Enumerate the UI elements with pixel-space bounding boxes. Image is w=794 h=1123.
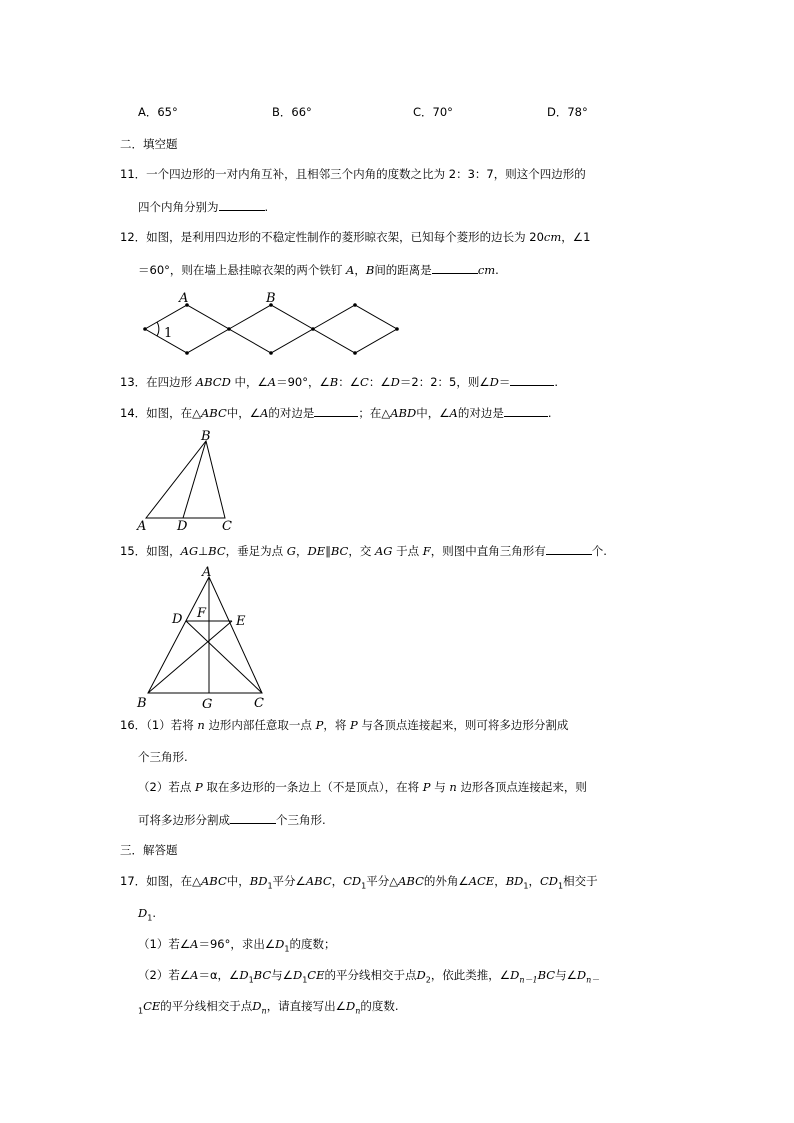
fig14-label-c: C [222, 519, 232, 534]
fig12-label-angle-1: 1 [164, 326, 173, 341]
question-13: 13．在四边形 ABCD 中，∠A＝90°，∠B：∠C：∠D＝2：2：5，则∠D＝ . [120, 375, 559, 389]
fig15-label-c: C [254, 696, 264, 711]
question-15: 15．如图，AG⊥BC，垂足为点 G，DE∥BC，交 AG 于点 F，则图中直角三角形有 个. [120, 544, 607, 558]
section-fill-blank-title: 二．填空题 [120, 137, 178, 151]
question-16-part2-line2: 可将多边形分割成 个三角形. [138, 813, 326, 827]
fig15-label-f: F [197, 606, 207, 621]
question-17-part2-line1: （2）若∠A＝α，$\angle D_1BC$与$\angle D_1CE$的平分线相交于点$D_2$，依此类推，$\angle D_{n-1}BC$与$\angle D_{n-}$ [138, 968, 600, 985]
fig14-label-b: B [201, 429, 211, 444]
question-12-line1: 12．如图，是利用四边形的不稳定性制作的菱形晾衣架，已知每个菱形的边长为 20cm，∠1 [120, 230, 591, 244]
segment-be [148, 621, 232, 693]
question-11-line2: 四个内角分别为 . [138, 200, 269, 214]
fig12-label-b: B [266, 291, 276, 306]
fig14-label-d: D [177, 519, 188, 534]
fig14-label-a: A [137, 519, 147, 534]
question-17-line1: 17．如图，在△ABC中，$BD_1$平分∠ABC，$CD_1$平分△ABC的外角∠ACE，$BD_1$，$CD_1$相交于 [120, 874, 598, 891]
question-17-part2-line2: $_1$CE的平分线相交于点$D_n$，请直接写出$\angle D_n$的度数. [138, 999, 399, 1016]
option-b: B．66° [272, 105, 312, 119]
fig15-label-g: G [202, 697, 213, 712]
fig15-label-d: D [172, 612, 183, 627]
segment-cd [186, 621, 262, 693]
question-16-part1-line2: 个三角形. [138, 750, 188, 764]
question-17-line2: $D_1$. [138, 906, 156, 923]
fig15-label-b: B [137, 696, 147, 711]
question-11-line1: 11．一个四边形的一对内角互补，且相邻三个内角的度数之比为 2：3：7，则这个四边形的 [120, 167, 586, 181]
question-16-part1-line1: 16．（1）若将 n 边形内部任意取一点 P，将 P 与各顶点连接起来，则可将多边形分割成 [120, 718, 569, 732]
question-17-part1: （1）若∠A＝96°，求出$\angle D_1$的度数； [138, 937, 336, 954]
fig12-label-a: A [179, 291, 189, 306]
question-14: 14．如图，在△ABC中，∠A的对边是 ；在△ABD中，∠A的对边是 . [120, 406, 552, 420]
answer-blank [230, 811, 276, 824]
question-12-line2: ＝60°，则在墙上悬挂晾衣架的两个铁钉 A，B间的距离是 cm. [138, 263, 499, 277]
section-answer-title: 三．解答题 [120, 843, 178, 857]
fig15-label-a: A [202, 565, 212, 580]
option-a: A．65° [138, 105, 178, 119]
question-16-part2-line1: （2）若点 P 取在多边形的一条边上（不是顶点），在将 P 与 n 边形各顶点连接起来，则 [138, 780, 587, 794]
option-d: D．78° [547, 105, 588, 119]
fig15-label-e: E [236, 614, 246, 629]
triangle-abc [148, 577, 262, 693]
option-c: C．70° [413, 105, 453, 119]
